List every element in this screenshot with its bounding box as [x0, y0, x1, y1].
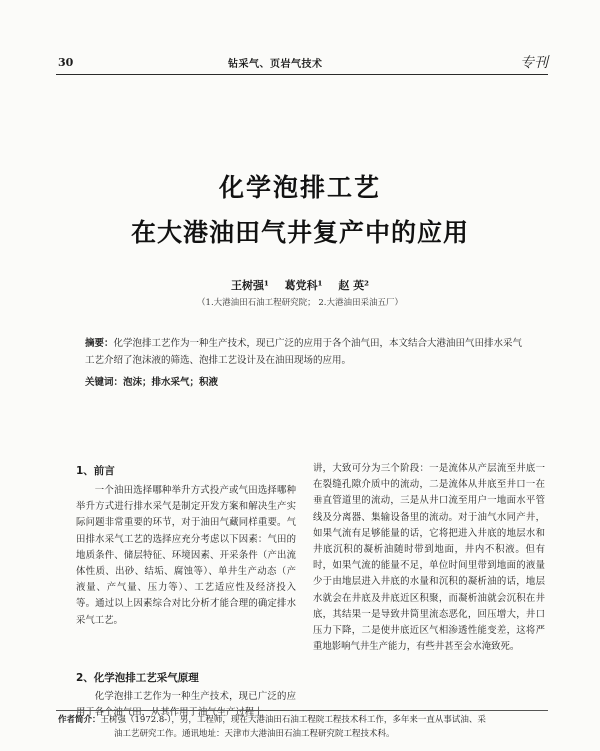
section-heading-intro: 1、前言 — [76, 465, 115, 477]
keywords-text: 泡沫；排水采气；积液 — [123, 377, 219, 388]
header-rule — [56, 74, 548, 75]
footnote-line2: 油工艺研究工作。通讯地址：天津市大港油田石油工程研究院工程技术科。 — [114, 729, 395, 739]
section-paragraph-intro: 一个油田选择哪种举升方式投产或气田选择哪种举升方式进行排水采气是制定开发方案和解决生产实际问题非常重要的环节，对于油田气藏同样重要。气田排水采气工艺的选择应充分考虑以下因素：气田的地质条件、储层特征、环境因素、开采条件（产出流体性质、出砂、结垢、腐蚀等）、单井生产动态（产液量、产气量、压力等）、工艺适应性及经济投入等。通过以上因素综合对比分析才能合理的确定排水采气工艺。 — [76, 485, 296, 626]
abstract-text: 化学泡排工艺作为一种生产技术，现已广泛的应用于各个油气田，本文结合大港油田气田排水采气工艺介绍了泡沫液的筛选、泡排工艺设计及在油田现场的应用。 — [85, 338, 523, 366]
page-title-line2: 在大港油田气井复产中的应用 — [130, 218, 469, 247]
page-number: 30 — [58, 56, 74, 69]
abstract-label: 摘要： — [85, 338, 114, 349]
right-column-paragraph: 讲，大致可分为三个阶段：一是流体从产层流至井底一在裂缝孔隙介质中的流动，二是流体从井底至井口一在垂直管道里的流动，三是从井口流至用户一地面水平管线及分离器、集输设备里的流动。对于油气水同产井，如果气流有足够能量的话，它将把进入井底的地层水和井底沉积的凝析油随时带到地面，井内不积液。但有时，如果气流的能量不足，单位时间里带到地面的液量少于由地层进入井底的水量和沉积的凝析油的话，地层水就会在井底及井底近区积聚，而凝析油就会沉积在井底，其结果一是导致井筒里流态恶化，回压增大，井口压力下降，二是使井底近区气相渗透性能变差，这将严重地影响气井生产能力，有些井甚至会水淹致死。 — [313, 463, 545, 653]
author-name: 王树强¹ — [231, 279, 269, 292]
journal-name: 钻采气、页岩气技术 — [228, 59, 323, 70]
keywords — [85, 374, 218, 391]
section-paragraph-principle: 化学泡排工艺作为一种生产技术，现已广泛的应用于各个油气田，从其作用于油气生产过程上 — [76, 691, 296, 719]
footnote-line1: 王树强（1972.8-），男，工程师，现在大港油田石油工程院工程技术科工作，多年来一直从事试油、采 — [100, 715, 486, 725]
footnote-label: 作者简介： — [58, 715, 101, 725]
section-heading-principle: 2、化学泡排工艺采气原理 — [76, 672, 199, 684]
author-list — [0, 277, 600, 293]
author-name: 葛党科¹ — [284, 279, 323, 292]
keywords-label: 关键词： — [85, 377, 124, 388]
footnote-rule — [56, 710, 548, 711]
affiliation: （1.大港油田石油工程研究院； 2.大港油田采油五厂） — [197, 298, 403, 308]
author-name: 赵 英² — [338, 279, 369, 292]
column-label: 专刊 — [520, 55, 548, 71]
abstract — [85, 335, 525, 369]
author-footnote — [58, 713, 548, 741]
page-title-line1: 化学泡排工艺 — [218, 173, 381, 202]
